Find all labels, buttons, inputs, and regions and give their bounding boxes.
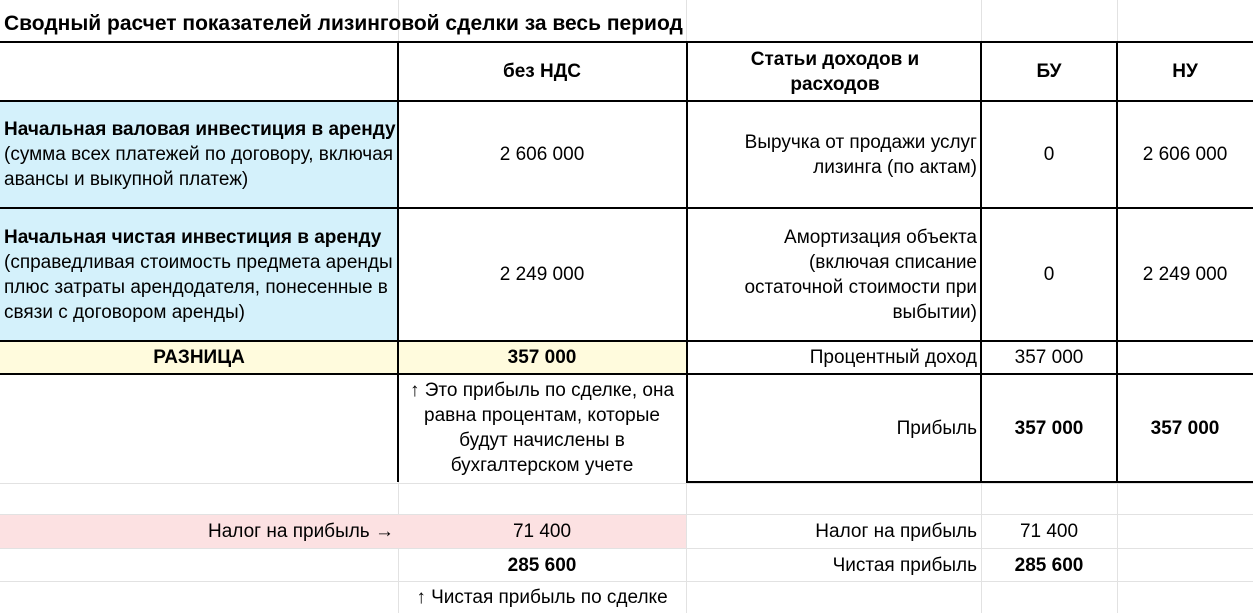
table-border <box>397 41 399 482</box>
gross-investment-value[interactable]: 2 606 000 <box>499 144 585 165</box>
gross-investment-description: (сумма всех платежей по договору, включая авансы и выкупной платеж) <box>4 144 394 190</box>
gross-investment-label[interactable] <box>0 101 398 208</box>
gridline <box>0 483 1253 484</box>
revenue-nu[interactable]: 2 606 000 <box>1142 144 1228 165</box>
net-investment-description: (справедливая стоимость предмета аренды плюс затраты арендодателя, понесенные в связи с договором аренды) <box>4 251 393 323</box>
net-investment-title: Начальная чистая инвестиция в аренду <box>4 226 382 248</box>
income-tax-bu[interactable]: 71 400 <box>1019 521 1079 542</box>
header-income-expense-items[interactable]: Статьи доходов и расходов <box>750 48 920 95</box>
table-border <box>0 340 1253 342</box>
revenue-bu[interactable]: 0 <box>1043 144 1055 165</box>
profit-note[interactable]: ↑ Это прибыль по сделке, она равна процентам, которые будут начислены в бухгалтерском учете <box>409 380 675 476</box>
net-profit-item[interactable]: Чистая прибыль <box>832 554 977 576</box>
interest-income-nu[interactable] <box>1117 341 1253 374</box>
table-border <box>1116 41 1118 483</box>
income-tax-label[interactable]: Налог на прибыль → <box>208 521 394 542</box>
gross-investment-title: Начальная валовая инвестиция в аренду <box>4 119 396 140</box>
table-border <box>0 373 1253 375</box>
revenue-item[interactable]: Выручка от продажи услуг лизинга (по актам) <box>744 131 977 178</box>
sheet-title[interactable]: Сводный расчет показателей лизинговой сделки за весь период <box>4 11 683 35</box>
profit-item[interactable]: Прибыль <box>896 417 977 439</box>
table-border <box>0 207 1253 209</box>
interest-income-item[interactable]: Процентный доход <box>809 347 977 368</box>
depreciation-bu[interactable]: 0 <box>1043 264 1055 285</box>
profit-bu[interactable]: 357 000 <box>1014 417 1084 439</box>
net-investment-value[interactable]: 2 249 000 <box>499 264 585 285</box>
table-border <box>980 41 982 483</box>
profit-nu[interactable]: 357 000 <box>1150 417 1220 439</box>
table-border <box>686 481 1253 483</box>
income-tax-value[interactable]: 71 400 <box>512 521 572 542</box>
gridline <box>981 0 982 43</box>
net-profit-note[interactable]: ↑ Чистая прибыль по сделке <box>416 587 668 608</box>
header-nu[interactable]: НУ <box>1172 61 1198 82</box>
interest-income-bu[interactable]: 357 000 <box>1014 347 1084 368</box>
net-investment-label[interactable] <box>0 208 398 341</box>
table-border <box>686 41 688 483</box>
difference-label[interactable]: РАЗНИЦА <box>153 347 245 368</box>
difference-value[interactable]: 357 000 <box>507 347 577 368</box>
header-bu[interactable]: БУ <box>1036 61 1062 82</box>
net-profit-bu[interactable]: 285 600 <box>1014 554 1084 576</box>
income-tax-item[interactable]: Налог на прибыль <box>815 521 977 542</box>
gridline <box>1117 482 1118 613</box>
header-no-vat[interactable]: без НДС <box>502 61 581 82</box>
table-border <box>0 100 1253 102</box>
depreciation-nu[interactable]: 2 249 000 <box>1142 264 1228 285</box>
net-profit-value[interactable]: 285 600 <box>507 554 577 576</box>
gridline <box>1117 0 1118 43</box>
depreciation-item[interactable]: Амортизация объекта (включая списание остаточной стоимости при выбытии) <box>744 226 977 323</box>
table-border <box>0 41 1253 43</box>
